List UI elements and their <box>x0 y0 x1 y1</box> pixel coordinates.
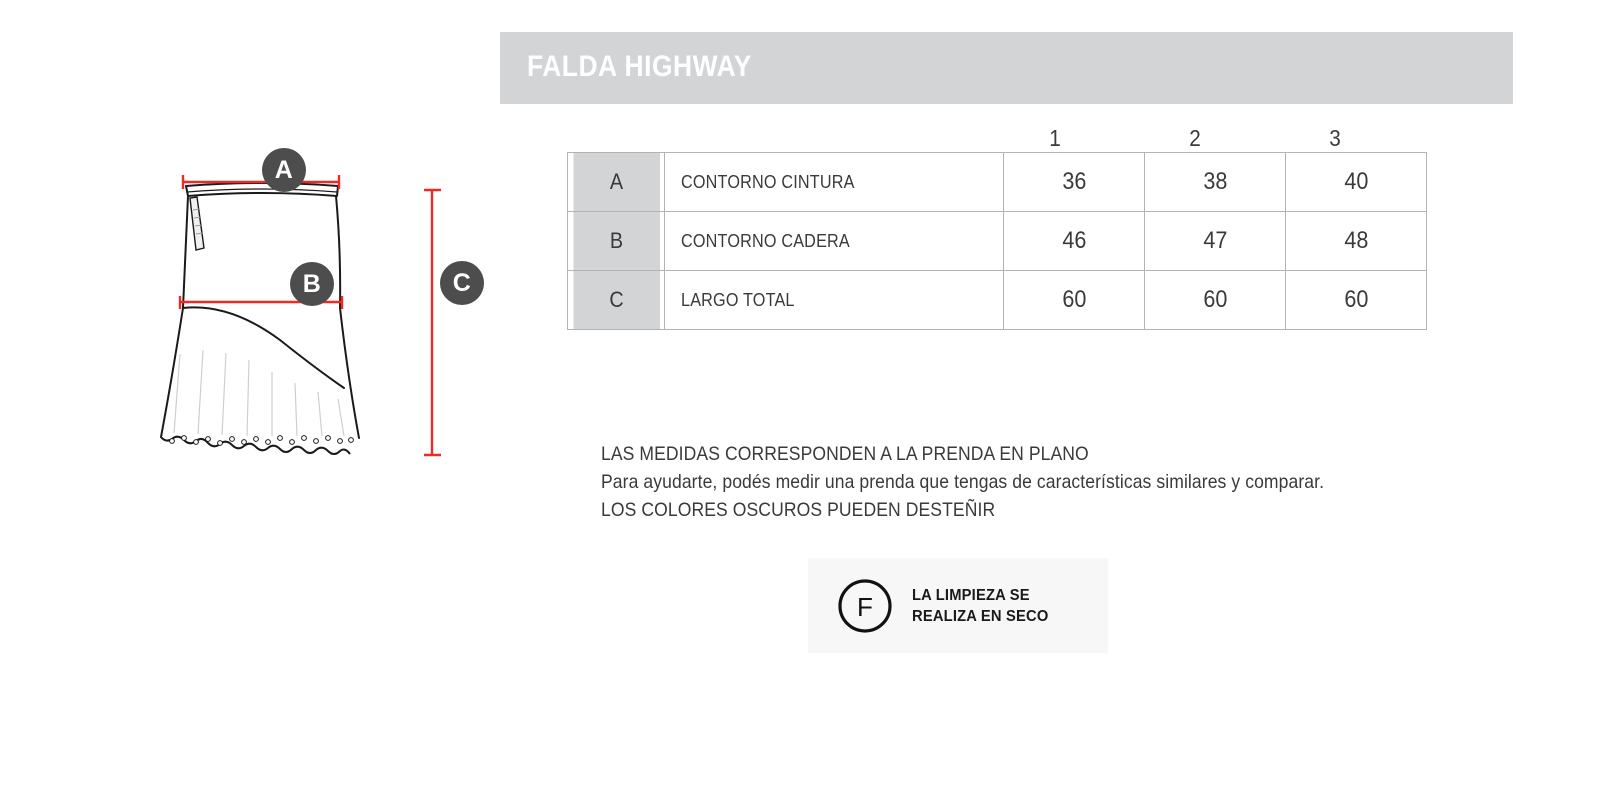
size-header-3: 3 <box>1329 125 1341 151</box>
note-line-2 <box>601 468 1551 496</box>
note-line-1 <box>601 440 1551 468</box>
row-a-size-3 <box>1286 153 1427 212</box>
note-line-3-text: LOS COLORES OSCUROS PUEDEN DESTEÑIR <box>601 499 996 521</box>
skirt-body-fill <box>160 195 360 440</box>
size-column-header-row <box>567 126 1432 152</box>
row-description-b-text: CONTORNO CADERA <box>681 230 850 251</box>
row-c-size-3 <box>1286 271 1427 330</box>
note-line-2-text: Para ayudarte, podés medir una prenda que tengas de características similares y comparar. <box>601 471 1325 493</box>
row-a-size-1 <box>1004 153 1145 212</box>
row-a-size-2 <box>1145 153 1286 212</box>
row-code-c: C <box>572 271 659 330</box>
table-row <box>568 212 1427 271</box>
row-b-size-1 <box>1004 212 1145 271</box>
row-description-a <box>665 153 1004 212</box>
row-description-c <box>665 271 1004 330</box>
row-b-size-3-text: 48 <box>1343 227 1369 254</box>
row-c-size-2-text: 60 <box>1202 286 1228 313</box>
measurement-marker-c: C <box>440 261 484 305</box>
row-a-size-3-text: 40 <box>1343 168 1369 195</box>
note-line-1-text: LAS MEDIDAS CORRESPONDEN A LA PRENDA EN PLANO <box>601 443 1089 465</box>
row-c-size-2 <box>1145 271 1286 330</box>
garment-illustration-panel <box>0 0 500 807</box>
measurements-table <box>567 152 1427 330</box>
note-line-3 <box>601 496 1551 524</box>
page-title: FALDA HIGHWAY <box>527 50 752 83</box>
row-c-size-1 <box>1004 271 1145 330</box>
title-bar <box>500 32 1513 104</box>
row-b-size-1-text: 46 <box>1061 227 1087 254</box>
size-header-1: 1 <box>1049 125 1061 151</box>
row-code-a: A <box>572 153 659 212</box>
care-symbol-letter: F <box>857 591 873 622</box>
row-b-size-2-text: 47 <box>1202 227 1228 254</box>
care-text-line-2: REALIZA EN SECO <box>912 607 1049 625</box>
row-code-b: B <box>572 212 659 271</box>
dry-clean-circle-f-icon <box>836 577 894 635</box>
row-a-size-1-text: 36 <box>1061 168 1087 195</box>
table-row <box>568 153 1427 212</box>
row-b-size-3 <box>1286 212 1427 271</box>
measure-line-c <box>424 190 441 455</box>
measurement-notes <box>601 440 1551 524</box>
row-c-size-3-text: 60 <box>1343 286 1369 313</box>
measurement-marker-a: A <box>262 148 306 192</box>
care-instruction-text <box>912 585 1056 627</box>
row-b-size-2 <box>1145 212 1286 271</box>
table-row <box>568 271 1427 330</box>
row-a-size-2-text: 38 <box>1202 168 1228 195</box>
size-header-2: 2 <box>1189 125 1201 151</box>
care-instruction-label <box>808 558 1108 653</box>
row-description-a-text: CONTORNO CINTURA <box>681 171 855 192</box>
row-description-c-text: LARGO TOTAL <box>681 289 795 310</box>
skirt-technical-drawing <box>140 140 500 480</box>
care-text-line-1: LA LIMPIEZA SE <box>912 586 1030 604</box>
row-description-b <box>665 212 1004 271</box>
measurement-marker-b: B <box>290 262 334 306</box>
size-guide-content-panel <box>500 0 1600 807</box>
row-c-size-1-text: 60 <box>1061 286 1087 313</box>
